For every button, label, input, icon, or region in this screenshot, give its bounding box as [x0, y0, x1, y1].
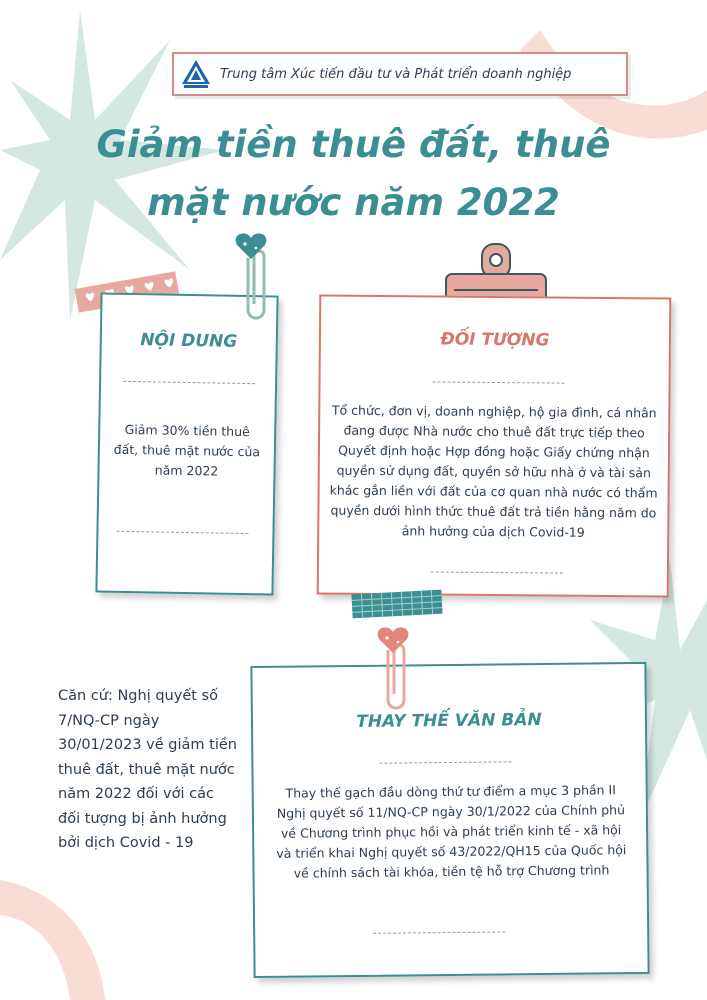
thay-the-body: Thay thế gạch đầu dòng thứ tư điểm a mục 3 phần II Nghị quyết số 11/NQ-CP ngày 30/1/2022 của Chính phủ về Chương trình phục hồi và phát triển kinh tế - xã hội và triển khai Nghị quyết số 43/2022/QH15 của Quốc hội về chính sách tài khóa, tiền tệ hỗ trợ Chương trình [276, 782, 627, 881]
thay-the-van-ban-card [250, 662, 649, 978]
paperclip-heart-icon [370, 620, 416, 712]
divider [116, 531, 248, 534]
header-banner [172, 52, 628, 96]
noi-dung-card [95, 292, 278, 595]
washi-tape-grid [350, 586, 444, 622]
thay-the-heading: THAY THẾ VĂN BẢN [356, 710, 542, 732]
doi-tuong-body: Tổ chức, đơn vị, doanh nghiệp, hộ gia đình, cá nhân đang được Nhà nước cho thuê đất trực tiếp theo Quyết định hoặc Hợp đồng hoặc Giấy chứng nhận quyền sử dụng đất, quyền sở hữu nhà ở và tài sản khác gắn liền với đất của cơ quan nhà nước có thẩm quyền dưới hình thức thuê đất trả tiền hằng năm do ảnh hưởng của dịch Covid-19 [329, 402, 658, 540]
ipec-logo-icon [180, 58, 212, 90]
divider [379, 761, 511, 763]
organization-name: Trung tâm Xúc tiến đầu tư và Phát triển doanh nghiệp [220, 66, 572, 82]
doi-tuong-heading: ĐỐI TƯỢNG [440, 329, 550, 351]
noi-dung-body: Giảm 30% tiền thuê đất, thuê mặt nước của năm 2022 [113, 421, 261, 479]
paperclip-heart-icon [228, 226, 274, 322]
page-title-line-1: Giảm tiền thuê đất, thuê [96, 123, 611, 166]
divider [373, 931, 505, 933]
background-arc-bottom-left [0, 880, 110, 1000]
noi-dung-heading: NỘI DUNG [140, 330, 238, 352]
doi-tuong-card [317, 294, 672, 597]
divider [433, 381, 565, 383]
legal-basis-text: Căn cứ: Nghị quyết số 7/NQ-CP ngày 30/01/2023 về giảm tiền thuê đất, thuê mặt nước năm 2022 đối với các đối tượng bị ảnh hưởng bởi dịch Covid - 19 [58, 688, 237, 851]
divider [123, 381, 255, 384]
divider [431, 571, 563, 573]
page-title-line-2: mặt nước năm 2022 [147, 181, 560, 224]
